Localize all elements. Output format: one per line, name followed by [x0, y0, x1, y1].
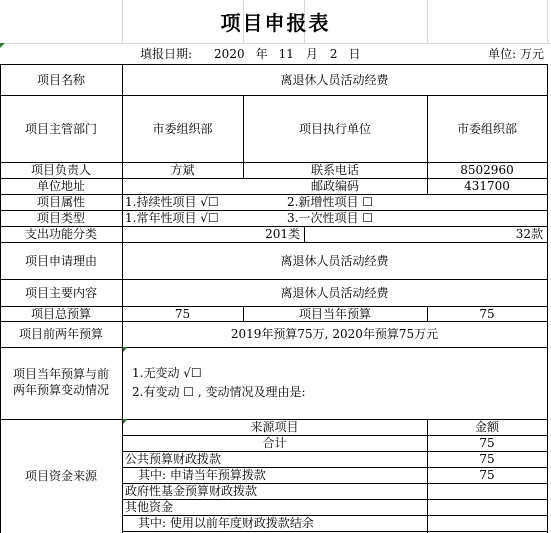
function-item-value: 32款: [515, 227, 543, 241]
cell-comment-marker: [0, 43, 5, 48]
department-value: 市委组织部: [152, 121, 213, 136]
table-border: [547, 64, 548, 533]
unit-label: 单位: 万元: [488, 47, 544, 61]
phone-label: 联系电话: [310, 163, 359, 177]
phone-value: 8502960: [460, 163, 514, 177]
fill-date: [140, 44, 361, 64]
attribute-option-continuous[interactable]: 1.持续性项目 √☐: [125, 195, 219, 209]
prev-budget-label: 项目前两年预算: [18, 327, 103, 341]
leader-value: 方斌: [170, 163, 195, 177]
attribute-option-new[interactable]: 2.新增性项目 ☐: [287, 195, 374, 209]
funding-source-label: 项目资金来源: [24, 469, 97, 483]
fill-date-day-unit: 日: [348, 47, 361, 61]
funding-row-amount: 75: [479, 452, 495, 466]
content-value: 离退休人员活动经费: [280, 285, 389, 300]
content-label: 项目主要内容: [24, 285, 97, 300]
attribute-label: 项目属性: [36, 195, 85, 209]
fill-date-day: 2: [329, 47, 338, 61]
exec-unit-label: 项目执行单位: [298, 121, 371, 136]
funding-source-header: 来源项目: [250, 420, 299, 434]
budget-change-options: [122, 347, 547, 419]
fill-date-month-unit: 月: [305, 47, 318, 61]
fill-date-year-unit: 年: [255, 47, 268, 61]
table-border: [122, 531, 548, 532]
funding-row-name: 政府性基金预算财政拨款: [125, 484, 258, 498]
exec-unit-value: 市委组织部: [456, 121, 517, 136]
reason-value: 离退休人员活动经费: [280, 253, 389, 268]
funding-row-name: 合计: [262, 436, 287, 450]
prev-budget-value: 2019年预算75万, 2020年预算75万元: [230, 327, 439, 341]
funding-row-name: 其中: 使用以前年度财政拨款结余: [138, 516, 314, 530]
funding-row-name: 其他资金: [125, 500, 174, 514]
funding-row-name: 公共预算财政拨款: [125, 452, 222, 466]
function-class-value: 201类: [265, 227, 300, 241]
type-label: 项目类型: [36, 211, 85, 225]
total-budget-value: 75: [174, 306, 191, 321]
address-label: 单位地址: [36, 179, 85, 193]
page-title: 项目申报表: [220, 11, 331, 35]
funding-row-amount: [427, 499, 547, 515]
project-name-value: 离退休人员活动经费: [280, 72, 389, 87]
type-option-annual[interactable]: 1.常年性项目 √☐: [125, 211, 219, 225]
reason-label: 项目申请理由: [24, 253, 97, 268]
current-budget-label: 项目当年预算: [298, 306, 371, 321]
function-class-label: 支出功能分类: [24, 227, 97, 241]
zip-label: 邮政编码: [310, 179, 359, 193]
project-name-label: 项目名称: [36, 72, 85, 87]
department-label: 项目主管部门: [24, 121, 97, 136]
funding-row-amount: [427, 483, 547, 499]
budget-change-label: [0, 347, 122, 419]
funding-row-amount: 75: [479, 436, 495, 450]
leader-label: 项目负责人: [30, 163, 91, 177]
budget-change-option-changed[interactable]: 2.有变动 ☐ , 变动情况及理由是:: [132, 385, 306, 399]
budget-change-option-none[interactable]: 1.无变动 √☐: [132, 366, 202, 381]
current-budget-value: 75: [479, 306, 495, 321]
fill-date-year: 2020: [214, 47, 245, 61]
fill-date-label: 填报日期:: [140, 47, 193, 61]
fill-date-month: 11: [278, 47, 294, 61]
budget-change-label-line2: 两年预算变动情况: [12, 383, 109, 397]
type-option-onetime[interactable]: 3.一次性项目 ☐: [287, 211, 374, 225]
funding-row-amount: 75: [479, 468, 495, 482]
total-budget-label: 项目总预算: [30, 306, 91, 321]
budget-change-label-line1: 项目当年预算与前: [12, 367, 109, 382]
funding-row-amount: [427, 515, 547, 531]
funding-row-name: 其中: 申请当年预算拨款: [138, 468, 266, 482]
zip-value: 431700: [464, 179, 510, 193]
funding-amount-header: 金额: [474, 420, 499, 434]
